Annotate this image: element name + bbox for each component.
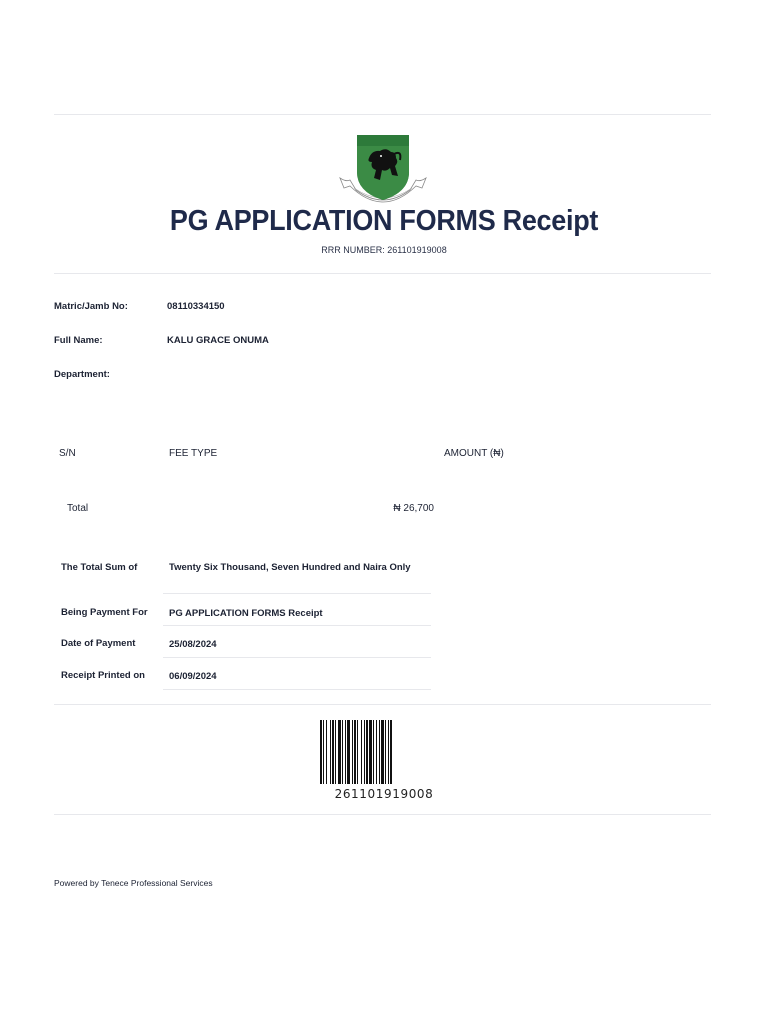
summary-divider: [163, 593, 431, 594]
barcode-bar: [332, 720, 334, 784]
receipt-printed-label: Receipt Printed on: [61, 670, 145, 681]
barcode-bar: [369, 720, 372, 784]
barcode-bar: [335, 720, 336, 784]
date-of-payment-label: Date of Payment: [61, 638, 136, 649]
header-bottom-divider: [54, 273, 711, 274]
barcode-bar: [352, 720, 353, 784]
summary-divider: [163, 657, 431, 658]
barcode-number: 261101919008: [334, 787, 434, 801]
receipt-printed-value: 06/09/2024: [169, 671, 217, 682]
barcode-bar: [320, 720, 322, 784]
receipt-title: PG APPLICATION FORMS Receipt: [169, 205, 599, 237]
barcode-bottom-divider: [54, 814, 711, 815]
barcode-bar: [338, 720, 341, 784]
barcode-bar: [376, 720, 377, 784]
matric-label: Matric/Jamb No:: [54, 301, 128, 312]
barcode-bar: [364, 720, 365, 784]
rrr-number: RRR NUMBER: 261101919008: [321, 245, 447, 255]
header-top-divider: [54, 114, 711, 115]
fee-header-fee-type: FEE TYPE: [169, 448, 218, 459]
fee-total-label: Total: [67, 503, 89, 514]
barcode-bar: [381, 720, 384, 784]
barcode-bar: [323, 720, 324, 784]
barcode-bar: [330, 720, 331, 784]
barcode-bar: [342, 720, 343, 784]
full-name-value: KALU GRACE ONUMA: [167, 335, 269, 346]
total-sum-value: Twenty Six Thousand, Seven Hundred and Naira Only: [169, 562, 411, 573]
powered-by-footer: Powered by Tenece Professional Services: [54, 878, 213, 888]
department-label: Department:: [54, 369, 110, 380]
barcode-bar: [366, 720, 368, 784]
fee-header-sn: S/N: [59, 448, 76, 459]
total-sum-label: The Total Sum of: [61, 562, 138, 573]
payment-for-value: PG APPLICATION FORMS Receipt: [169, 608, 323, 619]
barcode-bar: [347, 720, 350, 784]
university-crest-logo: [336, 132, 430, 216]
fee-total-amount: ₦ 26,700: [393, 503, 434, 514]
fee-header-amount: AMOUNT (₦): [444, 448, 504, 459]
barcode-bar: [354, 720, 356, 784]
barcode-top-divider: [54, 704, 711, 705]
barcode-bar: [326, 720, 327, 784]
barcode-bar: [390, 720, 392, 784]
barcode-bar: [379, 720, 380, 784]
barcode-bar: [388, 720, 389, 784]
payment-for-label: Being Payment For: [61, 607, 148, 618]
full-name-label: Full Name:: [54, 335, 103, 346]
date-of-payment-value: 25/08/2024: [169, 639, 217, 650]
barcode-bar: [357, 720, 358, 784]
barcode-bar: [385, 720, 386, 784]
barcode-graphic: [320, 720, 446, 784]
summary-divider: [163, 689, 431, 690]
barcode-bar: [373, 720, 374, 784]
barcode-bar: [361, 720, 362, 784]
barcode-bar: [345, 720, 346, 784]
matric-value: 08110334150: [167, 301, 225, 312]
summary-divider: [163, 625, 431, 626]
